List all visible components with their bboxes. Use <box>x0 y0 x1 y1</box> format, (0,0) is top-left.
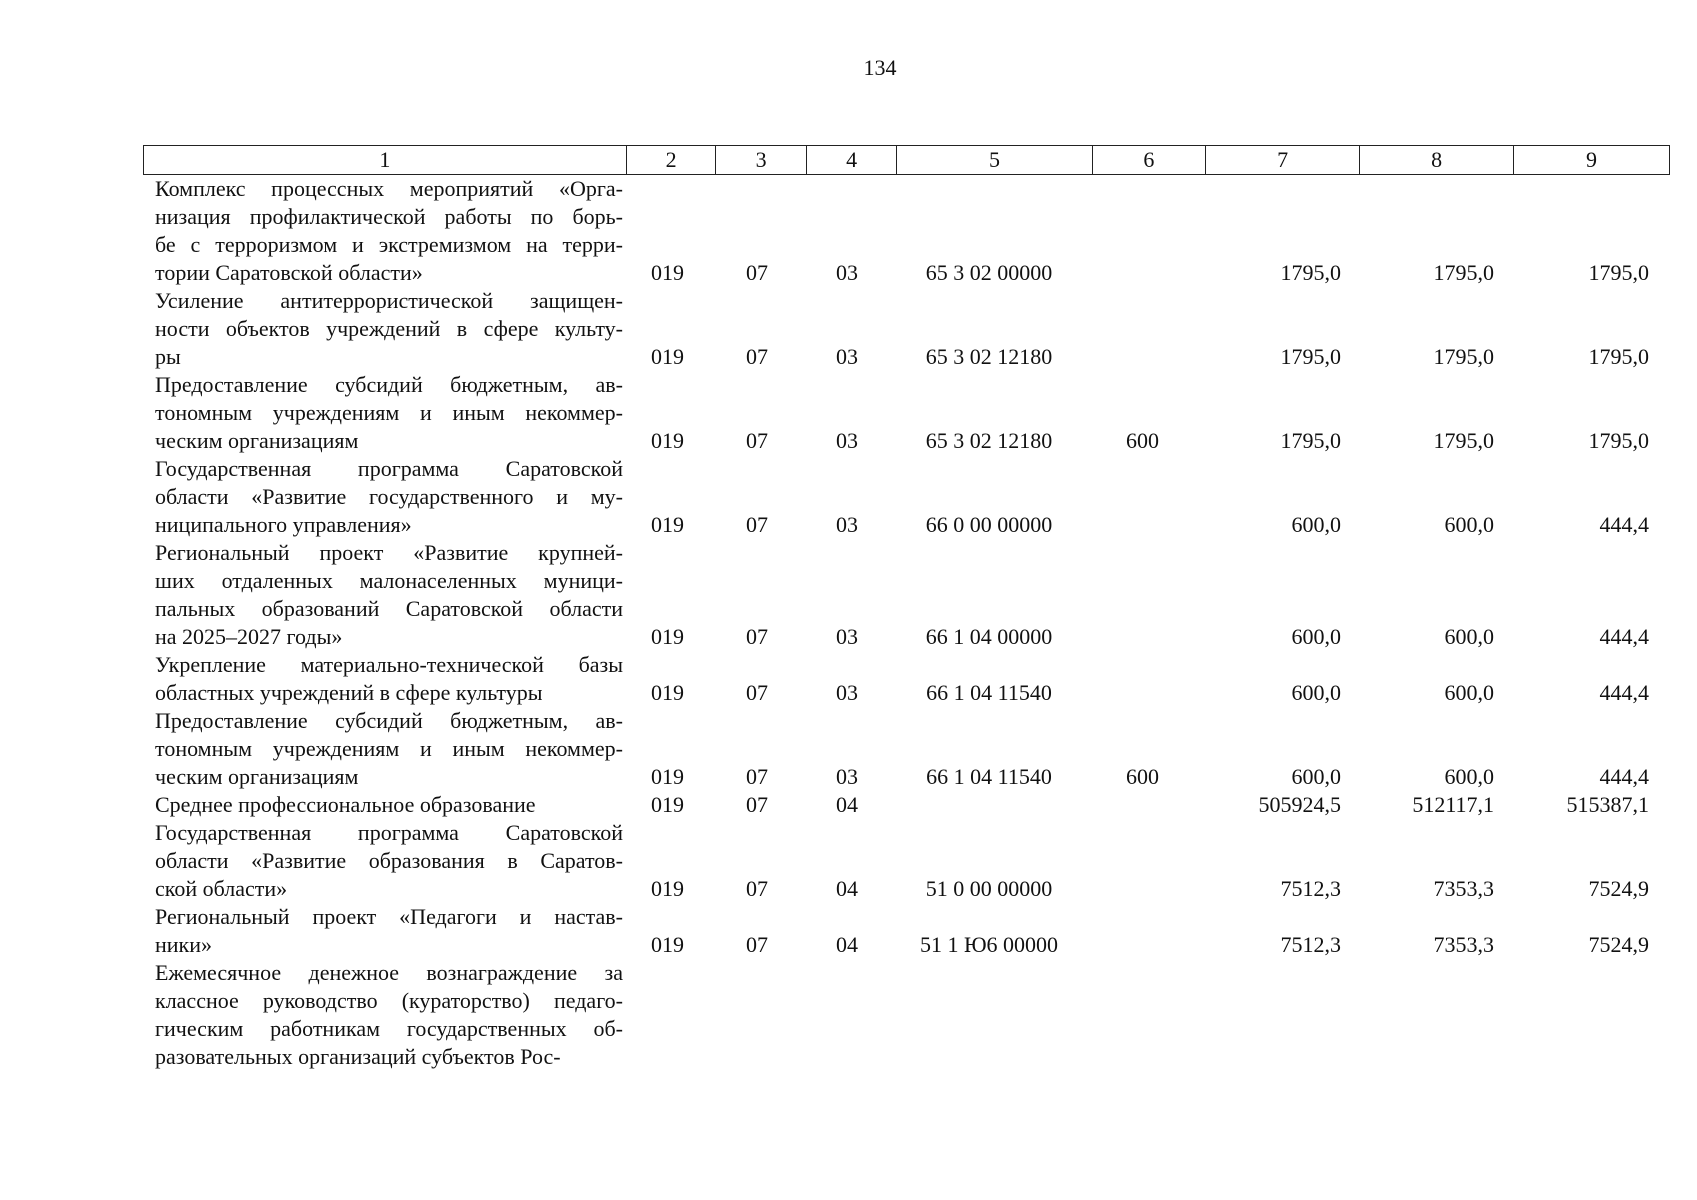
description-line: ности объектов учреждений в сфере культу- <box>155 316 623 341</box>
description-line: Среднее профессиональное образование <box>155 792 536 817</box>
section-code: 07 <box>746 260 768 285</box>
ministry-code: 019 <box>651 624 684 649</box>
description-line: области «Развитие государственного и му- <box>155 484 623 509</box>
row-description <box>143 791 623 819</box>
description-line: Предоставление субсидий бюджетным, ав- <box>155 372 623 397</box>
amount-year-1: 1795,0 <box>1280 428 1341 453</box>
subsection-code: 04 <box>836 932 858 957</box>
amount-year-2: 600,0 <box>1444 624 1494 649</box>
header-col-1: 1 <box>144 146 627 175</box>
description-line: бе с терроризмом и экстремизмом на терри- <box>155 232 623 257</box>
ministry-code: 019 <box>651 428 684 453</box>
subsection-code: 03 <box>836 680 858 705</box>
header-row <box>144 146 1670 175</box>
row-description <box>143 707 623 791</box>
row-description <box>143 959 623 1071</box>
amount-year-3: 7524,9 <box>1588 876 1649 901</box>
description-line: ческим организациям <box>155 428 359 453</box>
section-code: 07 <box>746 764 768 789</box>
table-row <box>143 539 1670 651</box>
subsection-code: 04 <box>836 792 858 817</box>
amount-year-3: 444,4 <box>1599 512 1649 537</box>
page-number: 134 <box>863 55 897 80</box>
subsection-code: 03 <box>836 764 858 789</box>
row-description <box>143 903 623 959</box>
subsection-code: 03 <box>836 512 858 537</box>
amount-year-1: 600,0 <box>1291 512 1341 537</box>
ministry-code: 019 <box>651 876 684 901</box>
amount-year-1: 7512,3 <box>1280 932 1341 957</box>
description-line: Предоставление субсидий бюджетным, ав- <box>155 708 623 733</box>
description-line: тономным учреждениям и иным некоммер- <box>155 400 623 425</box>
target-article-code: 66 1 04 11540 <box>926 764 1052 789</box>
table-row <box>143 175 1670 287</box>
table-row <box>143 791 1670 819</box>
section-code: 07 <box>746 428 768 453</box>
amount-year-3: 1795,0 <box>1588 260 1649 285</box>
description-line: Ежемесячное денежное вознаграждение за <box>155 960 623 985</box>
section-code: 07 <box>746 344 768 369</box>
row-description <box>143 819 623 903</box>
description-line: Комплекс процессных мероприятий «Орга- <box>155 176 623 201</box>
target-article-code: 66 1 04 11540 <box>926 680 1052 705</box>
target-article-code: 51 1 Ю6 00000 <box>919 932 1059 957</box>
target-article-code: 65 3 02 12180 <box>925 428 1053 453</box>
header-col-8: 8 <box>1360 146 1514 175</box>
row-description <box>143 175 623 287</box>
table-row <box>143 651 1670 707</box>
target-article-code: 66 0 00 00000 <box>925 512 1053 537</box>
description-line: области «Развитие образования в Саратов- <box>155 848 623 873</box>
description-line: пальных образований Саратовской области <box>155 596 623 621</box>
table-row <box>143 903 1670 959</box>
description-line: тории Саратовской области» <box>155 260 423 285</box>
description-line: ческим организациям <box>155 764 359 789</box>
row-description <box>143 371 623 455</box>
amount-year-2: 7353,3 <box>1433 876 1494 901</box>
amount-year-3: 1795,0 <box>1588 428 1649 453</box>
description-line: низация профилактической работы по борь- <box>155 204 623 229</box>
amount-year-1: 600,0 <box>1291 680 1341 705</box>
header-col-6: 6 <box>1092 146 1206 175</box>
ministry-code: 019 <box>651 512 684 537</box>
ministry-code: 019 <box>651 932 684 957</box>
table-row <box>143 371 1670 455</box>
section-code: 07 <box>746 876 768 901</box>
ministry-code: 019 <box>651 260 684 285</box>
target-article-code: 65 3 02 12180 <box>925 344 1053 369</box>
description-line: Региональный проект «Развитие крупней- <box>155 540 623 565</box>
description-line: Усиление антитеррористической защищен- <box>155 288 623 313</box>
amount-year-3: 444,4 <box>1599 680 1649 705</box>
header-col-4: 4 <box>806 146 897 175</box>
section-code: 07 <box>746 932 768 957</box>
amount-year-1: 600,0 <box>1291 764 1341 789</box>
amount-year-2: 600,0 <box>1444 680 1494 705</box>
target-article-code: 51 0 00 00000 <box>925 876 1053 901</box>
description-line: ниципального управления» <box>155 512 412 537</box>
table-header <box>143 145 1670 175</box>
amount-year-3: 7524,9 <box>1588 932 1649 957</box>
amount-year-2: 1795,0 <box>1433 344 1494 369</box>
expense-type-code: 600 <box>1126 764 1159 789</box>
amount-year-2: 1795,0 <box>1433 428 1494 453</box>
amount-year-1: 7512,3 <box>1280 876 1341 901</box>
amount-year-3: 1795,0 <box>1588 344 1649 369</box>
target-article-code: 66 1 04 00000 <box>925 624 1053 649</box>
description-line: ники» <box>155 932 213 957</box>
table-row <box>143 819 1670 903</box>
table-row <box>143 707 1670 791</box>
subsection-code: 03 <box>836 624 858 649</box>
header-col-2: 2 <box>626 146 716 175</box>
amount-year-1: 505924,5 <box>1258 792 1341 817</box>
ministry-code: 019 <box>651 792 684 817</box>
description-line: ших отдаленных малонаселенных муници- <box>155 568 623 593</box>
header-col-9: 9 <box>1514 146 1670 175</box>
amount-year-2: 7353,3 <box>1433 932 1494 957</box>
table-row <box>143 287 1670 371</box>
header-col-7: 7 <box>1206 146 1360 175</box>
amount-year-3: 444,4 <box>1599 624 1649 649</box>
section-code: 07 <box>746 624 768 649</box>
expense-type-code: 600 <box>1126 428 1159 453</box>
subsection-code: 03 <box>836 344 858 369</box>
amount-year-1: 600,0 <box>1291 624 1341 649</box>
subsection-code: 03 <box>836 428 858 453</box>
amount-year-1: 1795,0 <box>1280 260 1341 285</box>
ministry-code: 019 <box>651 764 684 789</box>
table-row <box>143 455 1670 539</box>
amount-year-2: 600,0 <box>1444 764 1494 789</box>
description-line: классное руководство (кураторство) педаго- <box>155 988 623 1013</box>
subsection-code: 03 <box>836 260 858 285</box>
section-code: 07 <box>746 792 768 817</box>
target-article-code: 65 3 02 00000 <box>925 260 1053 285</box>
amount-year-2: 512117,1 <box>1412 792 1494 817</box>
section-code: 07 <box>746 512 768 537</box>
row-description <box>143 539 623 651</box>
ministry-code: 019 <box>651 680 684 705</box>
description-line: гическим работникам государственных об- <box>155 1016 623 1041</box>
amount-year-2: 600,0 <box>1444 512 1494 537</box>
row-description <box>143 287 623 371</box>
description-line: на 2025–2027 годы» <box>155 624 343 649</box>
row-description <box>143 455 623 539</box>
header-col-3: 3 <box>716 146 807 175</box>
description-line: ры <box>155 344 181 369</box>
description-line: тономным учреждениям и иным некоммер- <box>155 736 623 761</box>
subsection-code: 04 <box>836 876 858 901</box>
amount-year-3: 444,4 <box>1599 764 1649 789</box>
description-line: областных учреждений в сфере культуры <box>155 680 543 705</box>
amount-year-3: 515387,1 <box>1566 792 1649 817</box>
ministry-code: 019 <box>651 344 684 369</box>
section-code: 07 <box>746 680 768 705</box>
description-line: Государственная программа Саратовской <box>155 456 623 481</box>
description-line: разовательных организаций субъектов Рос- <box>155 1044 561 1069</box>
row-description <box>143 651 623 707</box>
amount-year-2: 1795,0 <box>1433 260 1494 285</box>
table-row <box>143 959 1670 1071</box>
description-line: ской области» <box>155 876 288 901</box>
description-line: Государственная программа Саратовской <box>155 820 623 845</box>
table-body <box>143 175 1670 1071</box>
amount-year-1: 1795,0 <box>1280 344 1341 369</box>
description-line: Региональный проект «Педагоги и настав- <box>155 904 623 929</box>
header-col-5: 5 <box>897 146 1092 175</box>
description-line: Укрепление материально-технической базы <box>155 652 623 677</box>
